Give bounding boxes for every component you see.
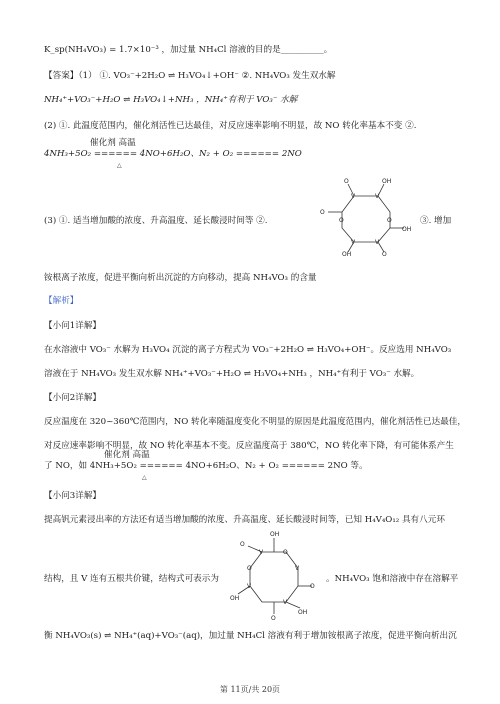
subquestion-2-header: 【小问2详解】 xyxy=(44,393,102,403)
atom-oh: OH xyxy=(230,595,240,602)
atom-oh: OH xyxy=(402,226,412,233)
atom-v: V xyxy=(351,193,356,200)
atom-v: V xyxy=(375,239,380,246)
atom-o: O xyxy=(283,549,288,556)
answer-line-2: NH₄⁺+VO₃⁻+H₂O ⇌ H₃VO₄↓+NH₃ ，NH₄⁺有利于 VO₃⁻ 水解 xyxy=(44,95,298,105)
answer-equation-line: 4NH₃+5O₂ ====== 4NO+6H₂O、N₂ + O₂ ====== 2NO xyxy=(44,149,302,159)
answer-line-5: 铵根离子浓度，促进平衡向析出沉淀的方向移动，提高 NH₄VO₃ 的含量 xyxy=(44,273,317,283)
atom-o: O xyxy=(240,541,245,548)
answer-line-1: 【答案】（1） ①. VO₃⁻+2H₂O ⇌ H₃VO₄↓+OH⁻ ②. NH₄VO₃ 发生双水解 xyxy=(44,71,336,81)
atom-v: V xyxy=(283,599,288,606)
atom-o: O xyxy=(320,209,325,216)
atom-o: O xyxy=(387,217,392,224)
atom-o: O xyxy=(271,615,276,620)
analysis-line-6: 结构，且 V 连有五根共价键，结构式可表示为 xyxy=(44,574,219,584)
atom-o: O xyxy=(382,251,387,256)
analysis-line-4: 对反应速率影响不明显，故 NO 转化率基本不变。反应温度高于 380℃，NO 转化率下降，有可能体系产生 xyxy=(44,441,454,451)
atom-o: O xyxy=(339,217,344,224)
atom-oh: OH xyxy=(382,178,392,185)
atom-oh: OH xyxy=(298,609,308,616)
analysis-header: 【解析】 xyxy=(44,296,79,306)
question-tail-line: K_sp(NH₄VO₃) = 1.7×10⁻³ ，加过量 NH₄Cl 溶液的目的是__________。 xyxy=(44,45,333,55)
subquestion-1-header: 【小问1详解】 xyxy=(44,321,102,331)
atom-oh: OH xyxy=(342,251,352,256)
answer-line-4: (3) ①. 适当增加酸的浓度、升高温度、延长酸浸时间等 ②. xyxy=(44,216,268,226)
answer-line-4-right: ③. 增加 xyxy=(420,216,452,226)
atom-v: V xyxy=(351,239,356,246)
answer-line-3: (2) ①. 此温度范围内，催化剂活性已达最佳，对反应速率影响不明显，故 NO 转化率基本不变 ②. xyxy=(44,121,417,131)
atom-oh: OH xyxy=(270,531,280,538)
atom-v: V xyxy=(247,583,252,590)
ring-structure-diagram-2 xyxy=(226,528,322,620)
analysis-line-7: 衡 NH₄VO₃(s) ⇌ NH₄⁺(aq)+VO₃⁻(aq)，加过量 NH₄Cl 溶液有利于增加铵根离子浓度，促进平衡向析出沉 xyxy=(44,631,457,641)
analysis-line-1: 在水溶液中 VO₃⁻ 水解为 H₃VO₄ 沉淀的离子方程式为 VO₃⁻+2H₂O ⇌ H₃VO₄+OH⁻。反应选用 NH₄VO₃ xyxy=(44,345,452,355)
heat-triangle-icon: △ xyxy=(142,474,147,481)
analysis-line-6-right: 。NH₄VO₃ 饱和溶液中存在溶解平 xyxy=(326,574,459,584)
analysis-line-5: 提高钒元素浸出率的方法还有适当增加酸的浓度、升高温度、延长酸浸时间等，已知 H₄V₄O₁₂ 具有八元环 xyxy=(44,515,445,525)
equation-condition-label-2: 催化剂 高温 xyxy=(104,450,150,460)
atom-v: V xyxy=(259,549,264,556)
analysis-equation-line: 了 NO，如 4NH₃+5O₂ ====== 4NO+6H₂O、N₂ + O₂ ====== 2NO 等。 xyxy=(44,461,368,471)
page-number-footer: 第 11页/共 20页 xyxy=(219,685,281,694)
analysis-line-2: 溶液在于 NH₄VO₃ 发生双水解 NH₄⁺+VO₃⁻+H₂O ⇌ H₃VO₄+NH₃ ，NH₄⁺有利于 VO₃⁻ 水解。 xyxy=(44,369,420,379)
heat-triangle-icon: △ xyxy=(117,162,122,169)
atom-o: O xyxy=(344,178,349,185)
ring-structure-diagram-1 xyxy=(318,176,414,256)
equation-condition-label: 催化剂 高温 xyxy=(90,138,136,148)
analysis-line-3: 反应温度在 320~360℃范围内，NO 转化率随温度变化不明显的原因是此温度范围内，催化剂活性已达最佳， xyxy=(44,417,466,427)
atom-v: V xyxy=(295,565,300,572)
atom-o: O xyxy=(310,583,315,590)
subquestion-3-header: 【小问3详解】 xyxy=(44,491,102,501)
atom-v: V xyxy=(375,193,380,200)
atom-o: O xyxy=(247,565,252,572)
